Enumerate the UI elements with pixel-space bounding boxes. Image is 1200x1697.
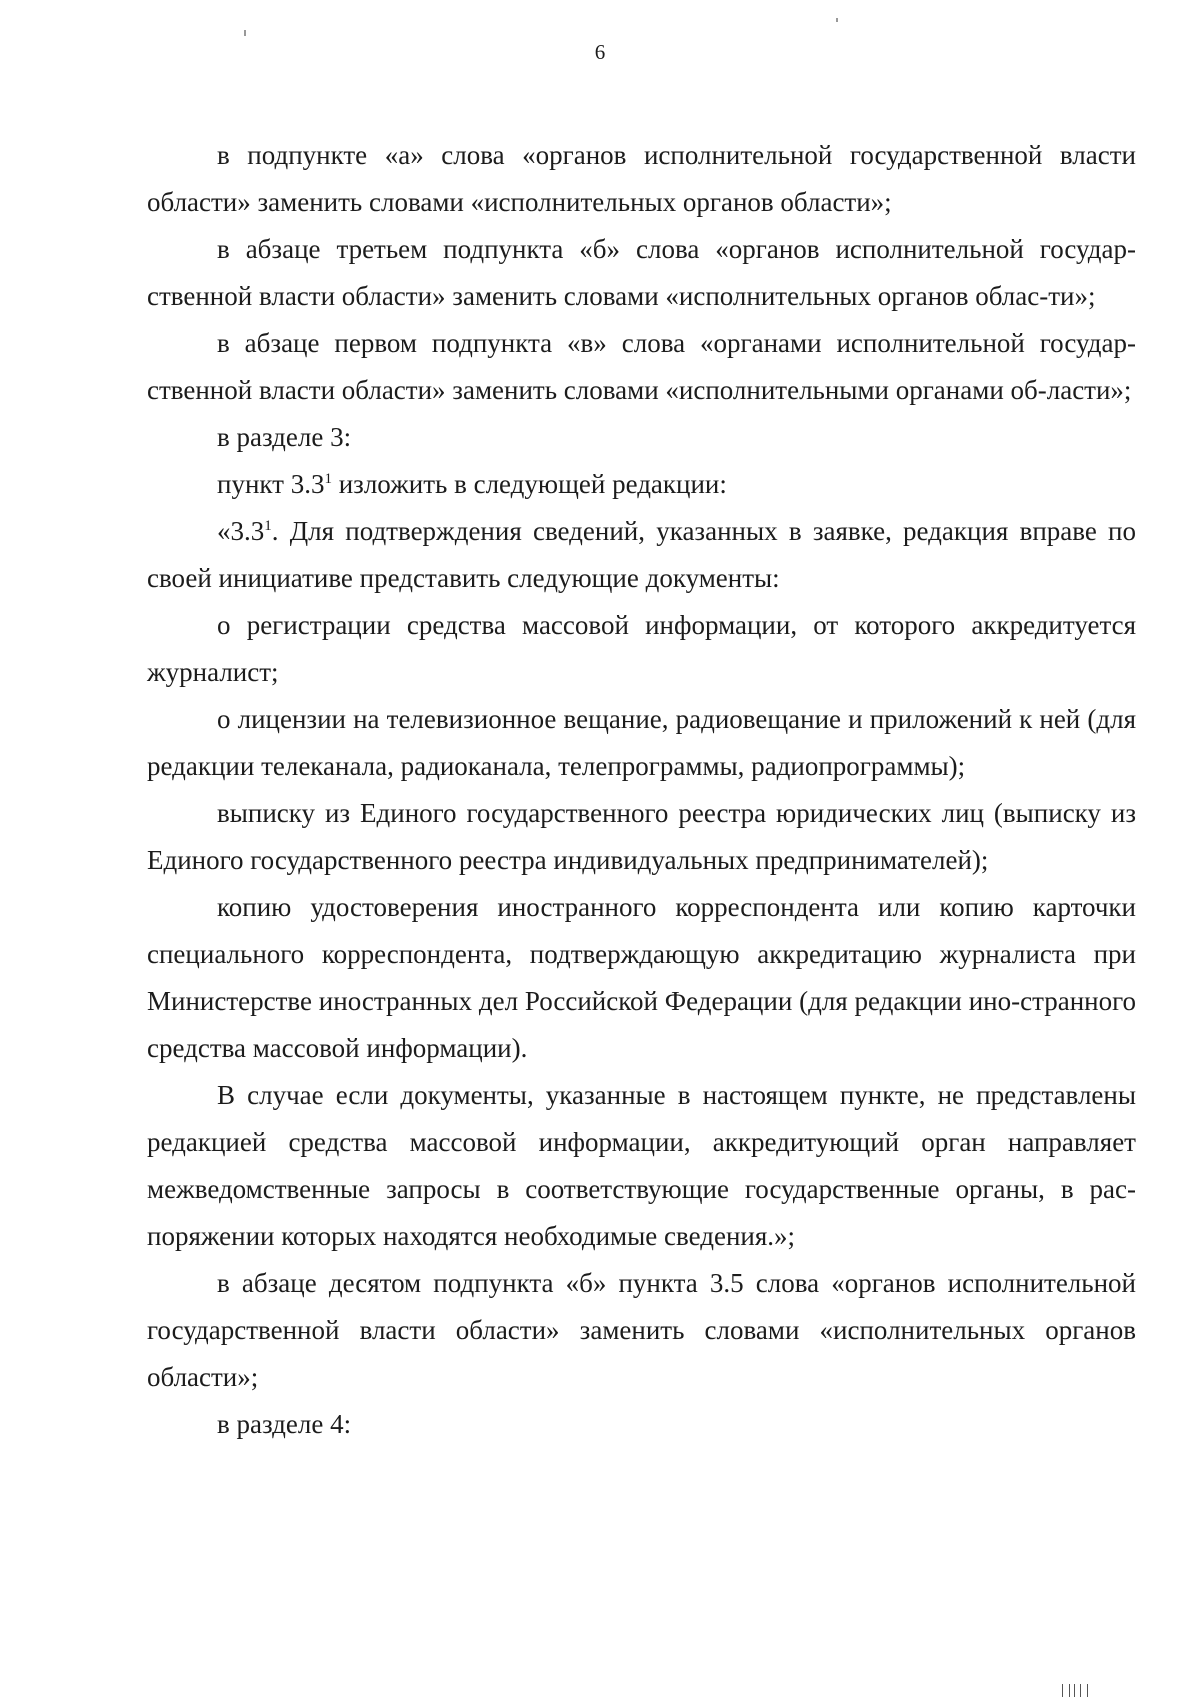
paragraph: выписку из Единого государственного реестра юридических лиц (выписку из Единого государственного реестра индивидуальных предпринимателей); bbox=[147, 798, 1136, 875]
paragraph: в абзаце десятом подпункта «б» пункта 3.5 слова «органов исполнительной государственной власти области» заменить словами «исполнительных органов области»; bbox=[147, 1268, 1136, 1392]
scan-edge-marks bbox=[1060, 1684, 1100, 1697]
paragraph: в абзаце третьем подпункта «б» слова «органов исполнительной государ-ственной власти области» заменить словами «исполнительных органов облас-ти»; bbox=[147, 234, 1136, 311]
paragraph: В случае если документы, указанные в настоящем пункте, не представлены редакцией средства массовой информации, аккредитующий орган направляет межведомственные запросы в соответствующие государственные органы, в рас-поряжении которых находятся необходимые сведения.»; bbox=[147, 1080, 1136, 1251]
paragraph: копию удостоверения иностранного корреспондента или копию карточки специального корреспондента, подтверждающую аккредитацию журналиста при Министерстве иностранных дел Российской Федерации (для редакции ино-странного средства массовой информации). bbox=[147, 892, 1136, 1063]
paragraph-text: пункт 3.3 bbox=[217, 469, 325, 499]
paragraph-text: «3.3 bbox=[217, 516, 265, 546]
document-body bbox=[147, 132, 1136, 1448]
paragraph: в разделе 3: bbox=[217, 422, 352, 452]
paragraph bbox=[147, 461, 1136, 508]
scan-speck bbox=[836, 18, 838, 22]
paragraph: в разделе 4: bbox=[217, 1409, 352, 1439]
paragraph-text: . Для подтверждения сведений, указанных в заявке, редакция вправе по своей инициативе представить следующие документы: bbox=[147, 516, 1136, 593]
paragraph-text: изложить в следующей редакции: bbox=[331, 469, 727, 499]
page-number: 6 bbox=[594, 40, 606, 64]
paragraph: в абзаце первом подпункта «в» слова «органами исполнительной государ-ственной власти области» заменить словами «исполнительными органами об-ласти»; bbox=[147, 328, 1136, 405]
scan-speck bbox=[244, 30, 246, 36]
paragraph: о регистрации средства массовой информации, от которого аккредитуется журналист; bbox=[147, 610, 1136, 687]
paragraph: о лицензии на телевизионное вещание, радиовещание и приложений к ней (для редакции телеканала, радиоканала, телепрограммы, радиопрограммы); bbox=[147, 704, 1136, 781]
paragraph bbox=[147, 508, 1136, 602]
superscript: 1 bbox=[264, 518, 272, 534]
paragraph: в подпункте «а» слова «органов исполнительной государственной власти области» заменить словами «исполнительных органов области»; bbox=[147, 140, 1136, 217]
superscript: 1 bbox=[324, 471, 332, 487]
